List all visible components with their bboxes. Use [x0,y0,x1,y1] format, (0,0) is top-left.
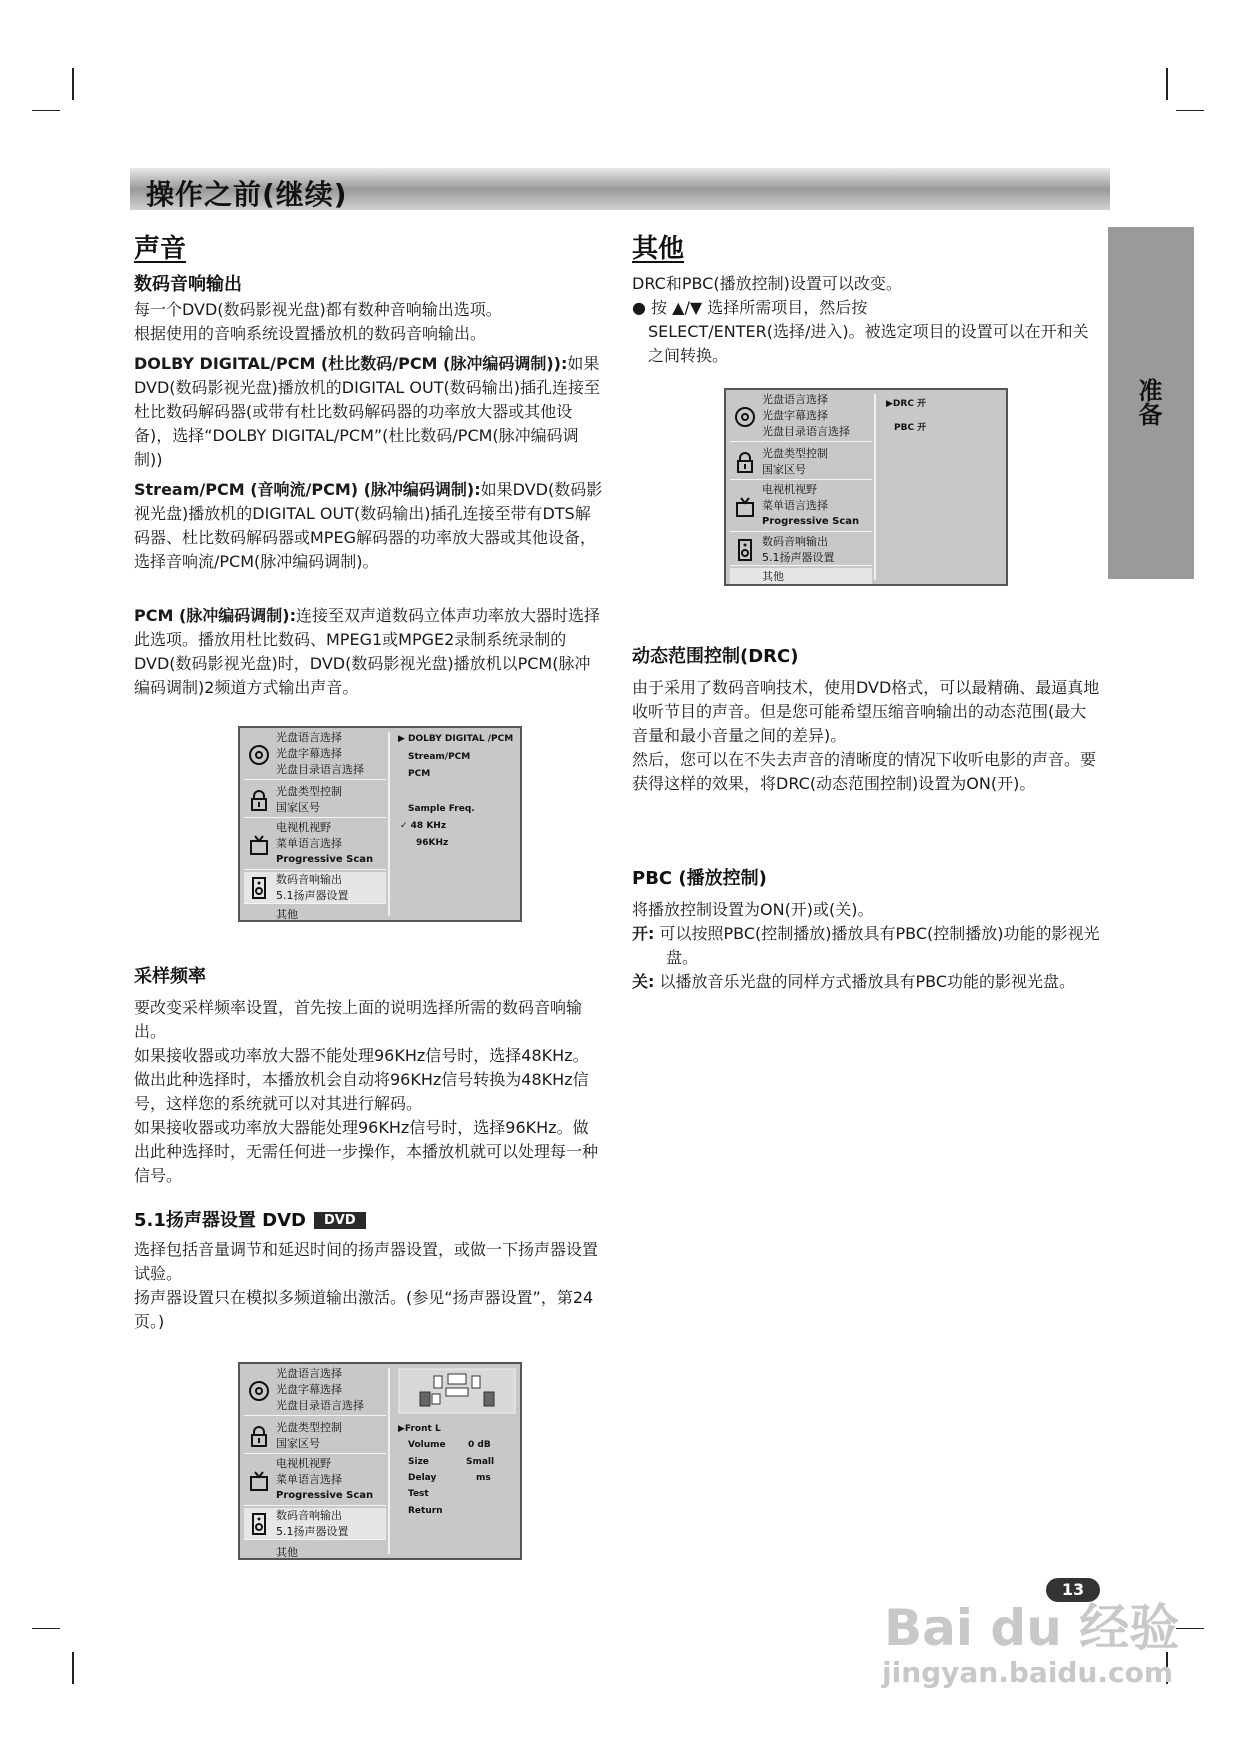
dvd-badge: DVD [314,1212,366,1229]
tv-icon [248,834,270,856]
value-delay: ms [476,1473,491,1483]
crop-mark [1176,1628,1204,1629]
menu-group-tv[interactable]: 电视机视野 菜单语言选择 Progressive Scan [244,1456,386,1506]
paragraph-pcm: PCM (脉冲编码调制):连接至双声道数码立体声功率放大器时选择此选项。播放用杜比数码、MPEG1或MPGE2录制系统录制的DVD(数码影视光盘)时，DVD(数码影视光盘)播放机以PCM(脉冲编码调制)2频道方式输出声音。 [134,606,601,697]
osd-audio-menu [238,726,522,922]
option-return[interactable]: Return [408,1506,443,1516]
crop-mark [72,68,74,100]
pbc-off-item: 关: 以播放音乐光盘的同样方式播放具有PBC功能的影视光盘。 [632,972,1076,991]
crop-mark [32,1628,60,1629]
option-96khz[interactable]: 96KHz [416,838,449,848]
paragraph-dolby: DOLBY DIGITAL/PCM (杜比数码/PCM (脉冲编码调制)):如果DVD(数码影视光盘)播放机的DIGITAL OUT(数码输出)插孔连接至杜比数码解码器(或带有杜比数码解码器的功率放大器或其他设备)，选择“DOLBY DIGITAL/PCM”(杜比数码/PCM(脉冲编码调制)) [134,354,600,469]
option-dolby-pcm[interactable]: ▶ DOLBY DIGITAL /PCM [398,734,514,744]
crop-mark [32,110,60,111]
option-drc[interactable]: ▶DRC 开 [886,399,927,409]
speaker-layout-diagram [398,1368,516,1414]
bullet-instruction: ● 按 ▲/▼ 选择所需项目，然后按 [632,298,868,317]
paragraph-stream: Stream/PCM (音响流/PCM) (脉冲编码调制):如果DVD(数码影视光盘)播放机的DIGITAL OUT(数码输出)插孔连接至带有DTS解码器、杜比数码解码器或MPEG解码器的功率放大器或其他设备，选择音响流/PCM(脉冲编码调制)。 [134,480,603,571]
crop-mark [1166,68,1168,100]
heading-pbc: PBC (播放控制) [632,868,767,889]
menu-group-tv[interactable]: 电视机视野 菜单语言选择 Progressive Scan [244,820,386,870]
value-volume: 0 dB [468,1440,491,1450]
sample-freq-label: Sample Freq. [408,804,475,814]
option-volume[interactable]: Volume [408,1440,446,1450]
pbc-on-item: 开: 可以按照PBC(控制播放)播放具有PBC(控制播放)功能的影视光盘。 [632,924,1100,967]
menu-group-lock[interactable]: 光盘类型控制 国家区号 [244,1418,386,1454]
paragraph: 要改变采样频率设置，首先按上面的说明选择所需的数码音响输出。 [134,998,583,1041]
paragraph: 每一个DVD(数码影视光盘)都有数种音响输出选项。 根据使用的音响系统设置播放机的数码音响输出。 [134,300,502,343]
lock-icon [248,1425,270,1447]
menu-item-other[interactable]: 其他 [276,1546,298,1559]
speaker-icon [248,877,270,899]
watermark-url: jingyan.baidu.com [882,1656,1174,1689]
paragraph: 选择包括音量调节和延迟时间的扬声器设置，或做一下扬声器设置试验。 [134,1240,599,1283]
osd-divider [388,1368,390,1554]
page-title: 操作之前(继续) [146,178,348,211]
paragraph: 由于采用了数码音响技术，使用DVD格式，可以最精确、最逼真地收听节目的声音。但是您可能希望压缩音响输出的动态范围(最大音量和最小音量之间的差异)。 [632,678,1100,745]
option-delay[interactable]: Delay [408,1473,437,1483]
menu-group-disc-language[interactable]: 光盘语言选择 光盘字幕选择 光盘目录语言选择 [730,392,872,442]
lock-icon [248,789,270,811]
option-size[interactable]: Size [408,1457,429,1467]
paragraph: 如果接收器或功率放大器不能处理96KHz信号时，选择48KHz。做出此种选择时，本播放机会自动将96KHz信号转换为48KHz信号，这样您的系统就可以对其进行解码。 [134,1046,589,1113]
option-pbc[interactable]: PBC 开 [894,423,927,433]
option-pcm[interactable]: PCM [408,769,431,779]
tv-icon [248,1470,270,1492]
menu-group-audio[interactable]: 数码音响输出 5.1扬声器设置 [244,1508,386,1540]
menu-group-audio[interactable]: 数码音响输出 5.1扬声器设置 [244,872,386,904]
menu-group-disc-language[interactable]: 光盘语言选择 光盘字幕选择 光盘目录语言选择 [244,730,386,780]
osd-other-menu [724,388,1008,586]
menu-item-other[interactable]: 其他 [276,908,298,921]
option-front-l[interactable]: ▶Front L [398,1424,441,1434]
menu-group-lock[interactable]: 光盘类型控制 国家区号 [244,782,386,818]
section-title-other: 其他 [632,234,685,264]
osd-divider [388,732,390,916]
paragraph: 如果接收器或功率放大器能处理96KHz信号时，选择96KHz。做出此种选择时，无需任何进一步操作，本播放机就可以处理每一种信号。 [134,1118,599,1185]
section-title-sound: 声音 [134,234,187,264]
disc-icon [734,406,756,428]
speaker-icon [734,539,756,561]
menu-group-disc-language[interactable]: 光盘语言选择 光盘字幕选择 光盘目录语言选择 [244,1366,386,1416]
osd-divider [874,394,876,580]
disc-icon [248,744,270,766]
paragraph: 将播放控制设置为ON(开)或(关)。 [632,900,874,919]
osd-speaker-menu [238,1362,522,1560]
watermark-brand: Bai du 经验 [884,1599,1180,1657]
speaker-icon [248,1513,270,1535]
chapter-tab-label: 准备 [1134,378,1162,426]
paragraph: 扬声器设置只在模拟多频道输出激活。(参见“扬声器设置”，第24页。) [134,1288,594,1331]
heading-digital-audio: 数码音响输出 [134,274,242,295]
menu-item-other[interactable]: 其他 [730,568,872,584]
crop-mark [1176,110,1204,111]
menu-group-tv[interactable]: 电视机视野 菜单语言选择 Progressive Scan [730,482,872,532]
tv-icon [734,496,756,518]
heading-drc: 动态范围控制(DRC) [632,646,799,667]
heading-speaker: 5.1扬声器设置 DVD DVD [134,1206,604,1232]
value-size: Small [466,1457,495,1467]
crop-mark [72,1652,74,1684]
option-48khz[interactable]: ✓ 48 KHz [400,821,447,831]
bullet-continuation: SELECT/ENTER(选择/进入)。被选定项目的设置可以在开和关之间转换。 [648,322,1089,365]
disc-icon [248,1380,270,1402]
option-stream-pcm[interactable]: Stream/PCM [408,752,471,762]
option-test[interactable]: Test [408,1489,429,1499]
menu-group-audio[interactable]: 数码音响输出 5.1扬声器设置 [730,534,872,566]
paragraph: 然后，您可以在不失去声音的清晰度的情况下收听电影的声音。要获得这样的效果，将DRC(动态范围控制)设置为ON(开)。 [632,750,1097,793]
paragraph: DRC和PBC(播放控制)设置可以改变。 [632,274,902,293]
lock-icon [734,451,756,473]
page-number: 13 [1046,1578,1100,1602]
heading-sample-freq: 采样频率 [134,966,206,987]
menu-group-lock[interactable]: 光盘类型控制 国家区号 [730,444,872,480]
